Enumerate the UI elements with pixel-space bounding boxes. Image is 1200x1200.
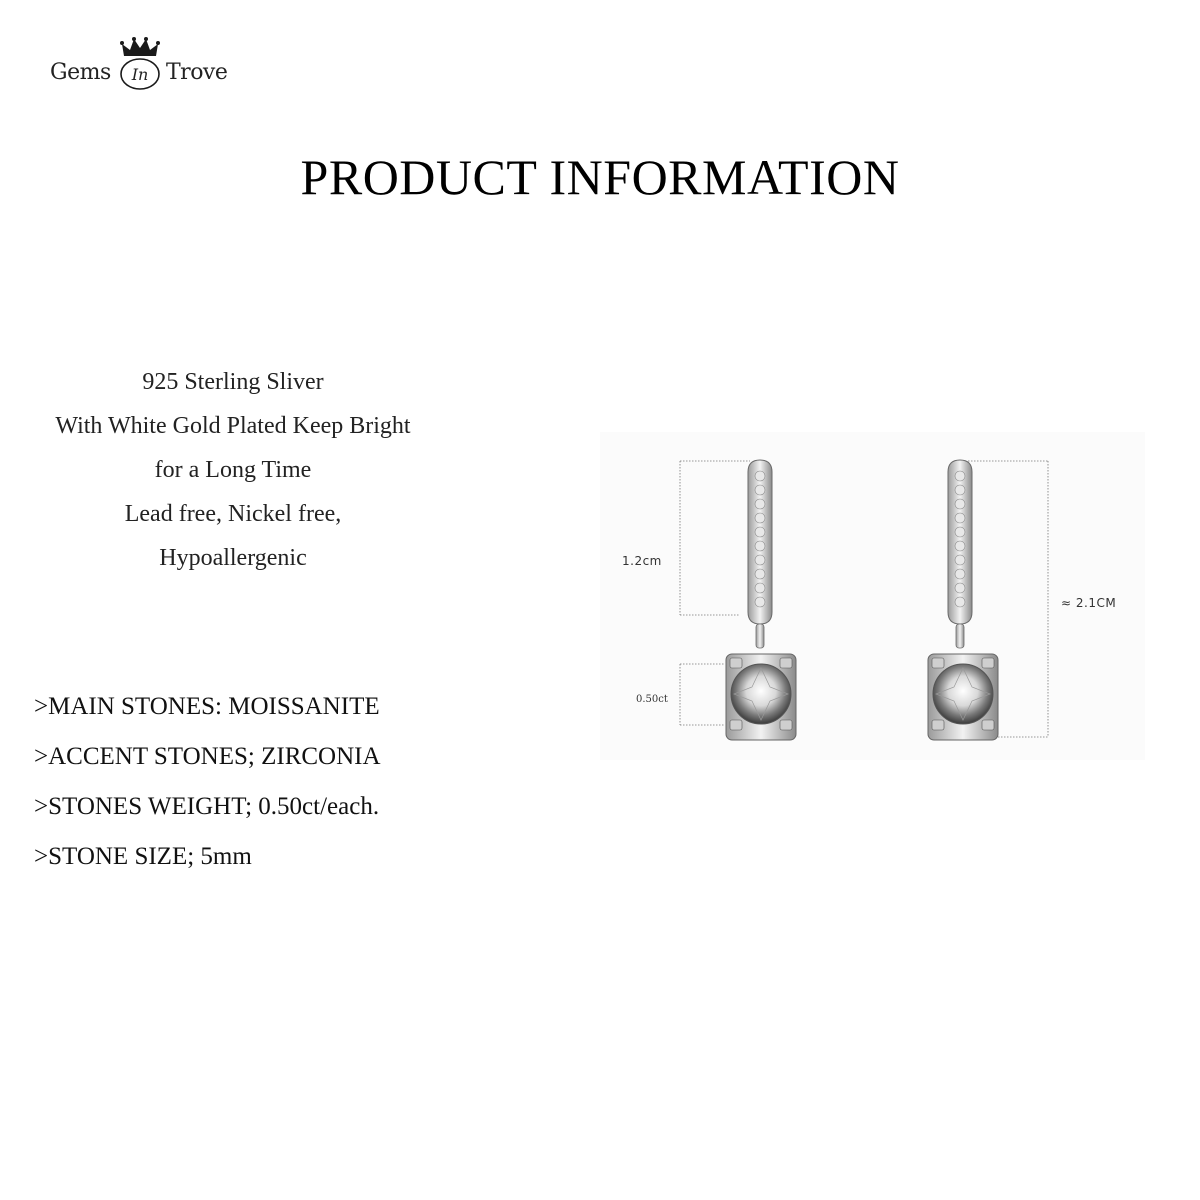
- right-earring: [928, 460, 998, 740]
- brand-logo: [50, 36, 250, 92]
- product-photo: [600, 432, 1145, 760]
- crown-icon: [116, 36, 164, 92]
- spec-stones-weight: >STONES WEIGHT; 0.50ct/each.: [34, 793, 380, 820]
- description-line: Lead free, Nickel free,: [124, 501, 342, 527]
- dimension-total-label: ≈ 2.1CM: [1061, 596, 1117, 610]
- product-specs: [34, 682, 554, 882]
- product-description: [20, 360, 446, 580]
- dimension-stone-label: 0.50ct: [636, 694, 668, 705]
- page-title: PRODUCT INFORMATION: [300, 149, 900, 205]
- description-line: With White Gold Plated Keep Bright: [55, 413, 411, 439]
- dimension-hoop-label: 1.2cm: [622, 554, 662, 568]
- brand-name-right: Trove: [166, 60, 228, 85]
- left-earring: [726, 460, 796, 740]
- description-line: 925 Sterling Sliver: [142, 369, 324, 395]
- spec-stone-size: >STONE SIZE; 5mm: [34, 843, 252, 870]
- brand-name-middle: In: [131, 65, 149, 84]
- description-line: Hypoallergenic: [159, 545, 307, 571]
- spec-main-stones: >MAIN STONES: MOISSANITE: [34, 693, 380, 720]
- spec-accent-stones: >ACCENT STONES; ZIRCONIA: [34, 743, 381, 770]
- brand-name-left: Gems: [50, 60, 111, 85]
- description-line: for a Long Time: [154, 457, 312, 483]
